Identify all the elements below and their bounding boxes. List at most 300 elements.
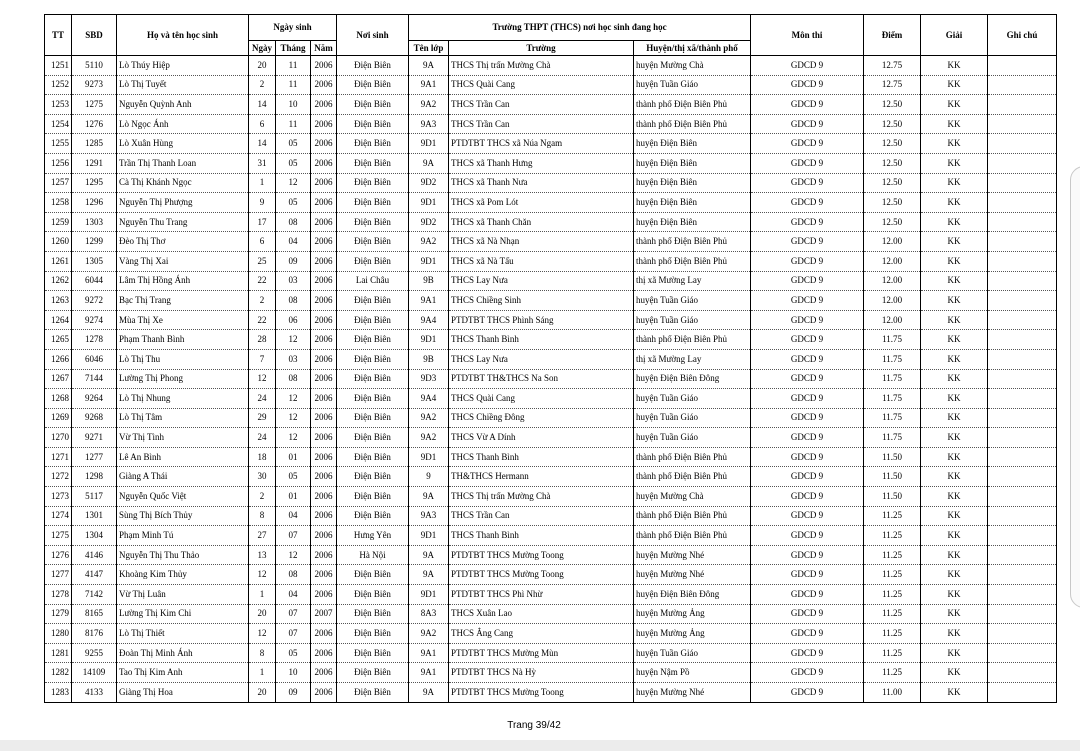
- cell-birthplace: Điện Biên: [337, 193, 409, 213]
- cell-student-name: Nguyễn Quỳnh Anh: [117, 95, 249, 115]
- cell-birthplace: Hưng Yên: [337, 526, 409, 546]
- table-row: [45, 134, 1057, 154]
- header-dob: Ngày sinh: [249, 15, 337, 41]
- cell-birth-year: 2006: [311, 310, 337, 330]
- cell-birth-day: 13: [249, 545, 276, 565]
- header-school-group: Trường THPT (THCS) nơi học sinh đang học: [409, 15, 751, 41]
- cell-school: THCS Lay Nưa: [449, 271, 634, 291]
- cell-birth-year: 2006: [311, 487, 337, 507]
- cell-student-name: Giàng Thị Hoa: [117, 683, 249, 703]
- cell-student-name: Phạm Thanh Bình: [117, 330, 249, 350]
- cell-birth-day: 2: [249, 75, 276, 95]
- cell-district: thành phố Điện Biên Phủ: [634, 232, 751, 252]
- cell-birthplace: Điện Biên: [337, 565, 409, 585]
- cell-school: TH&THCS Hermann: [449, 467, 634, 487]
- cell-sbd: 1285: [72, 134, 117, 154]
- cell-note: [988, 212, 1057, 232]
- cell-birth-month: 11: [276, 75, 311, 95]
- cell-birth-month: 05: [276, 467, 311, 487]
- cell-birth-year: 2006: [311, 447, 337, 467]
- cell-score: 11.75: [864, 369, 921, 389]
- cell-birth-year: 2006: [311, 585, 337, 605]
- cell-birth-month: 07: [276, 624, 311, 644]
- cell-score: 11.75: [864, 408, 921, 428]
- cell-note: [988, 506, 1057, 526]
- cell-score: 12.00: [864, 232, 921, 252]
- cell-subject: GDCD 9: [751, 506, 864, 526]
- table-row: [45, 232, 1057, 252]
- cell-birth-month: 10: [276, 95, 311, 115]
- cell-subject: GDCD 9: [751, 153, 864, 173]
- page-number: Trang 39/42: [507, 720, 561, 731]
- cell-note: [988, 663, 1057, 683]
- cell-district: huyện Mường Nhé: [634, 683, 751, 703]
- cell-subject: GDCD 9: [751, 604, 864, 624]
- cell-subject: GDCD 9: [751, 565, 864, 585]
- cell-subject: GDCD 9: [751, 585, 864, 605]
- cell-note: [988, 447, 1057, 467]
- cell-note: [988, 526, 1057, 546]
- cell-student-name: Mùa Thị Xe: [117, 310, 249, 330]
- cell-note: [988, 408, 1057, 428]
- cell-subject: GDCD 9: [751, 467, 864, 487]
- cell-birth-month: 08: [276, 369, 311, 389]
- cell-school: THCS Thị trấn Mường Chà: [449, 56, 634, 76]
- cell-birth-day: 6: [249, 114, 276, 134]
- cell-sbd: 1277: [72, 447, 117, 467]
- cell-student-name: Khoàng Kim Thủy: [117, 565, 249, 585]
- cell-sbd: 5110: [72, 56, 117, 76]
- cell-birth-month: 11: [276, 114, 311, 134]
- cell-school: THCS Trần Can: [449, 95, 634, 115]
- cell-score: 11.50: [864, 467, 921, 487]
- cell-birthplace: Điện Biên: [337, 408, 409, 428]
- cell-subject: GDCD 9: [751, 173, 864, 193]
- cell-birth-day: 2: [249, 487, 276, 507]
- cell-student-name: Lò Thị Tâm: [117, 408, 249, 428]
- cell-subject: GDCD 9: [751, 624, 864, 644]
- cell-birth-month: 09: [276, 683, 311, 703]
- cell-school: THCS Thị trấn Mường Chà: [449, 487, 634, 507]
- cell-district: huyện Điện Biên Đông: [634, 369, 751, 389]
- cell-note: [988, 271, 1057, 291]
- cell-birth-year: 2006: [311, 643, 337, 663]
- cell-tt: 1264: [45, 310, 72, 330]
- cell-birth-month: 08: [276, 212, 311, 232]
- cell-birth-year: 2006: [311, 56, 337, 76]
- cell-award: KK: [921, 389, 988, 409]
- cell-award: KK: [921, 310, 988, 330]
- cell-tt: 1279: [45, 604, 72, 624]
- cell-note: [988, 467, 1057, 487]
- header-tt: TT: [45, 15, 72, 56]
- cell-class: 9D1: [409, 526, 449, 546]
- cell-birth-day: 30: [249, 467, 276, 487]
- table-row: [45, 545, 1057, 565]
- cell-birth-day: 2: [249, 291, 276, 311]
- table-row: [45, 506, 1057, 526]
- cell-subject: GDCD 9: [751, 114, 864, 134]
- cell-tt: 1256: [45, 153, 72, 173]
- cell-sbd: 1275: [72, 95, 117, 115]
- cell-tt: 1267: [45, 369, 72, 389]
- cell-birth-year: 2006: [311, 408, 337, 428]
- cell-subject: GDCD 9: [751, 369, 864, 389]
- cell-birth-day: 25: [249, 251, 276, 271]
- cell-school: THCS xã Thanh Nưa: [449, 173, 634, 193]
- cell-class: 9D3: [409, 369, 449, 389]
- cell-class: 9A: [409, 545, 449, 565]
- cell-student-name: Đèo Thị Thơ: [117, 232, 249, 252]
- cell-district: thành phố Điện Biên Phủ: [634, 467, 751, 487]
- cell-student-name: Lò Xuân Hùng: [117, 134, 249, 154]
- table-row: [45, 565, 1057, 585]
- cell-award: KK: [921, 585, 988, 605]
- cell-district: huyện Điện Biên: [634, 134, 751, 154]
- cell-birth-month: 04: [276, 585, 311, 605]
- cell-award: KK: [921, 330, 988, 350]
- header-school: Trường: [449, 41, 634, 56]
- cell-student-name: Trần Thị Thanh Loan: [117, 153, 249, 173]
- cell-student-name: Phạm Minh Tú: [117, 526, 249, 546]
- cell-district: huyện Tuần Giáo: [634, 291, 751, 311]
- cell-birth-day: 12: [249, 369, 276, 389]
- cell-award: KK: [921, 467, 988, 487]
- cell-class: 9A: [409, 683, 449, 703]
- cell-student-name: Lò Thị Nhung: [117, 389, 249, 409]
- cell-birth-year: 2006: [311, 212, 337, 232]
- table-row: [45, 487, 1057, 507]
- cell-birth-month: 03: [276, 271, 311, 291]
- table-row: [45, 310, 1057, 330]
- cell-score: 11.75: [864, 428, 921, 448]
- cell-district: huyện Điện Biên Đông: [634, 585, 751, 605]
- cell-tt: 1275: [45, 526, 72, 546]
- cell-district: thị xã Mường Lay: [634, 349, 751, 369]
- cell-birth-day: 27: [249, 526, 276, 546]
- cell-class: 9A: [409, 565, 449, 585]
- cell-school: PTDTBT THCS Mường Toong: [449, 565, 634, 585]
- cell-note: [988, 389, 1057, 409]
- cell-award: KK: [921, 291, 988, 311]
- cell-sbd: 1296: [72, 193, 117, 213]
- cell-subject: GDCD 9: [751, 134, 864, 154]
- cell-sbd: 1291: [72, 153, 117, 173]
- cell-note: [988, 349, 1057, 369]
- cell-birthplace: Điện Biên: [337, 173, 409, 193]
- cell-class: 9B: [409, 349, 449, 369]
- cell-score: 12.50: [864, 153, 921, 173]
- cell-birthplace: Điện Biên: [337, 663, 409, 683]
- cell-birth-year: 2006: [311, 565, 337, 585]
- cell-sbd: 1304: [72, 526, 117, 546]
- cell-birth-month: 10: [276, 663, 311, 683]
- cell-birthplace: Điện Biên: [337, 153, 409, 173]
- cell-award: KK: [921, 232, 988, 252]
- header-year: Năm: [311, 41, 337, 56]
- table-row: [45, 428, 1057, 448]
- cell-school: PTDTBT THCS Mường Mùn: [449, 643, 634, 663]
- table-row: [45, 683, 1057, 703]
- cell-school: THCS Trần Can: [449, 506, 634, 526]
- table-body: [45, 56, 1057, 703]
- cell-student-name: Lò Thị Thu: [117, 349, 249, 369]
- cell-student-name: Lường Thị Kim Chi: [117, 604, 249, 624]
- cell-student-name: Cà Thị Khánh Ngọc: [117, 173, 249, 193]
- table-row: [45, 173, 1057, 193]
- cell-score: 11.25: [864, 526, 921, 546]
- cell-award: KK: [921, 271, 988, 291]
- table-row: [45, 153, 1057, 173]
- cell-sbd: 7142: [72, 585, 117, 605]
- table-row: [45, 251, 1057, 271]
- cell-sbd: 1303: [72, 212, 117, 232]
- cell-note: [988, 585, 1057, 605]
- cell-tt: 1278: [45, 585, 72, 605]
- cell-tt: 1272: [45, 467, 72, 487]
- cell-sbd: 9274: [72, 310, 117, 330]
- cell-award: KK: [921, 447, 988, 467]
- cell-class: 9A1: [409, 663, 449, 683]
- cell-district: huyện Nậm Pồ: [634, 663, 751, 683]
- cell-class: 9A: [409, 487, 449, 507]
- cell-score: 12.50: [864, 134, 921, 154]
- cell-birth-day: 28: [249, 330, 276, 350]
- cell-note: [988, 643, 1057, 663]
- cell-birth-year: 2006: [311, 153, 337, 173]
- cell-subject: GDCD 9: [751, 251, 864, 271]
- cell-score: 12.00: [864, 310, 921, 330]
- table-row: [45, 663, 1057, 683]
- cell-sbd: 14109: [72, 663, 117, 683]
- cell-tt: 1280: [45, 624, 72, 644]
- table-row: [45, 95, 1057, 115]
- cell-birth-month: 07: [276, 604, 311, 624]
- cell-class: 9A: [409, 56, 449, 76]
- cell-district: thành phố Điện Biên Phủ: [634, 526, 751, 546]
- cell-school: PTDTBT THCS Mường Toong: [449, 683, 634, 703]
- cell-class: 9D1: [409, 447, 449, 467]
- cell-student-name: Sùng Thị Bích Thủy: [117, 506, 249, 526]
- cell-score: 12.00: [864, 291, 921, 311]
- cell-school: THCS Vừ A Dính: [449, 428, 634, 448]
- cell-birth-day: 6: [249, 232, 276, 252]
- cell-class: 9: [409, 467, 449, 487]
- cell-district: huyện Điện Biên: [634, 173, 751, 193]
- cell-note: [988, 251, 1057, 271]
- cell-student-name: Giàng A Thái: [117, 467, 249, 487]
- cell-note: [988, 565, 1057, 585]
- cell-student-name: Tao Thị Kim Anh: [117, 663, 249, 683]
- table-row: [45, 369, 1057, 389]
- cell-district: thành phố Điện Biên Phủ: [634, 114, 751, 134]
- cell-score: 11.50: [864, 447, 921, 467]
- cell-award: KK: [921, 173, 988, 193]
- table-row: [45, 447, 1057, 467]
- cell-birth-year: 2006: [311, 467, 337, 487]
- cell-award: KK: [921, 526, 988, 546]
- cell-school: THCS Thanh Bình: [449, 526, 634, 546]
- cell-subject: GDCD 9: [751, 232, 864, 252]
- cell-birth-month: 12: [276, 173, 311, 193]
- cell-student-name: Lò Ngọc Ánh: [117, 114, 249, 134]
- cell-award: KK: [921, 134, 988, 154]
- cell-birth-day: 18: [249, 447, 276, 467]
- table-row: [45, 330, 1057, 350]
- cell-birthplace: Điện Biên: [337, 369, 409, 389]
- cell-tt: 1276: [45, 545, 72, 565]
- cell-class: 9A3: [409, 506, 449, 526]
- cell-award: KK: [921, 251, 988, 271]
- cell-sbd: 8165: [72, 604, 117, 624]
- header-month: Tháng: [276, 41, 311, 56]
- cell-school: PTDTBT THCS xã Núa Ngam: [449, 134, 634, 154]
- cell-subject: GDCD 9: [751, 75, 864, 95]
- cell-class: 9A4: [409, 389, 449, 409]
- cell-school: THCS xã Nà Nhạn: [449, 232, 634, 252]
- header-class: Tên lớp: [409, 41, 449, 56]
- cell-sbd: 1276: [72, 114, 117, 134]
- cell-sbd: 1298: [72, 467, 117, 487]
- cell-note: [988, 153, 1057, 173]
- cell-school: PTDTBT THCS Phì Nhừ: [449, 585, 634, 605]
- cell-birth-year: 2006: [311, 389, 337, 409]
- cell-score: 11.50: [864, 487, 921, 507]
- cell-class: 9D1: [409, 251, 449, 271]
- table-row: [45, 389, 1057, 409]
- cell-score: 11.25: [864, 545, 921, 565]
- cell-birth-month: 05: [276, 134, 311, 154]
- cell-note: [988, 683, 1057, 703]
- cell-birth-day: 1: [249, 173, 276, 193]
- cell-birthplace: Lai Châu: [337, 271, 409, 291]
- cell-subject: GDCD 9: [751, 428, 864, 448]
- cell-birth-day: 24: [249, 428, 276, 448]
- cell-birth-year: 2006: [311, 271, 337, 291]
- cell-sbd: 7144: [72, 369, 117, 389]
- cell-district: thành phố Điện Biên Phủ: [634, 95, 751, 115]
- header-note: Ghi chú: [988, 15, 1057, 56]
- cell-school: THCS Chiềng Đông: [449, 408, 634, 428]
- cell-score: 11.25: [864, 643, 921, 663]
- table-header: [45, 15, 1057, 56]
- cell-award: KK: [921, 212, 988, 232]
- cell-award: KK: [921, 114, 988, 134]
- cell-birth-day: 22: [249, 271, 276, 291]
- cell-subject: GDCD 9: [751, 545, 864, 565]
- cell-sbd: 1299: [72, 232, 117, 252]
- cell-birth-month: 01: [276, 447, 311, 467]
- cell-birth-day: 24: [249, 389, 276, 409]
- cell-district: thành phố Điện Biên Phủ: [634, 506, 751, 526]
- cell-tt: 1258: [45, 193, 72, 213]
- cell-sbd: 1295: [72, 173, 117, 193]
- cell-subject: GDCD 9: [751, 643, 864, 663]
- cell-school: THCS xã Pom Lót: [449, 193, 634, 213]
- cell-tt: 1260: [45, 232, 72, 252]
- table-row: [45, 56, 1057, 76]
- table-row: [45, 212, 1057, 232]
- cell-birthplace: Điện Biên: [337, 212, 409, 232]
- table-row: [45, 467, 1057, 487]
- cell-birth-year: 2006: [311, 526, 337, 546]
- cell-student-name: Nguyễn Thị Phượng: [117, 193, 249, 213]
- cell-note: [988, 310, 1057, 330]
- header-sbd: SBD: [72, 15, 117, 56]
- scroll-handle[interactable]: [1070, 166, 1080, 608]
- cell-district: huyện Tuần Giáo: [634, 75, 751, 95]
- cell-student-name: Lò Thị Tuyết: [117, 75, 249, 95]
- cell-note: [988, 75, 1057, 95]
- cell-school: THCS Quài Cang: [449, 75, 634, 95]
- cell-note: [988, 95, 1057, 115]
- cell-district: huyện Mường Ảng: [634, 604, 751, 624]
- cell-award: KK: [921, 75, 988, 95]
- cell-school: THCS Lay Nưa: [449, 349, 634, 369]
- cell-birth-day: 29: [249, 408, 276, 428]
- cell-class: 9A1: [409, 291, 449, 311]
- cell-school: THCS xã Thanh Chăn: [449, 212, 634, 232]
- table-row: [45, 271, 1057, 291]
- cell-sbd: 6044: [72, 271, 117, 291]
- cell-birth-year: 2006: [311, 291, 337, 311]
- cell-birth-month: 09: [276, 251, 311, 271]
- bottom-bar: [0, 740, 1080, 751]
- cell-birth-day: 14: [249, 95, 276, 115]
- cell-birth-day: 22: [249, 310, 276, 330]
- cell-birth-year: 2006: [311, 251, 337, 271]
- cell-score: 11.75: [864, 389, 921, 409]
- cell-score: 11.25: [864, 585, 921, 605]
- cell-sbd: 9272: [72, 291, 117, 311]
- cell-student-name: Vừ Thị Tình: [117, 428, 249, 448]
- cell-sbd: 9268: [72, 408, 117, 428]
- cell-tt: 1252: [45, 75, 72, 95]
- header-score: Điểm: [864, 15, 921, 56]
- cell-birthplace: Điện Biên: [337, 95, 409, 115]
- cell-tt: 1271: [45, 447, 72, 467]
- cell-score: 11.25: [864, 565, 921, 585]
- cell-school: THCS Thanh Bình: [449, 330, 634, 350]
- cell-note: [988, 330, 1057, 350]
- cell-class: 9D1: [409, 134, 449, 154]
- cell-district: thành phố Điện Biên Phủ: [634, 447, 751, 467]
- cell-class: 9D1: [409, 330, 449, 350]
- cell-birth-day: 8: [249, 643, 276, 663]
- cell-note: [988, 232, 1057, 252]
- cell-school: THCS Ẳng Cang: [449, 624, 634, 644]
- cell-sbd: 9264: [72, 389, 117, 409]
- cell-birthplace: Điện Biên: [337, 75, 409, 95]
- cell-score: 11.25: [864, 604, 921, 624]
- cell-class: 9A2: [409, 95, 449, 115]
- cell-tt: 1282: [45, 663, 72, 683]
- cell-birthplace: Điện Biên: [337, 683, 409, 703]
- cell-award: KK: [921, 153, 988, 173]
- cell-subject: GDCD 9: [751, 487, 864, 507]
- cell-birth-month: 08: [276, 291, 311, 311]
- cell-birth-year: 2007: [311, 604, 337, 624]
- cell-birth-day: 8: [249, 506, 276, 526]
- cell-school: THCS Xuân Lao: [449, 604, 634, 624]
- cell-student-name: Nguyễn Thu Trang: [117, 212, 249, 232]
- cell-class: 9A4: [409, 310, 449, 330]
- cell-award: KK: [921, 663, 988, 683]
- cell-birthplace: Điện Biên: [337, 447, 409, 467]
- cell-award: KK: [921, 408, 988, 428]
- cell-district: huyện Điện Biên: [634, 153, 751, 173]
- cell-sbd: 4146: [72, 545, 117, 565]
